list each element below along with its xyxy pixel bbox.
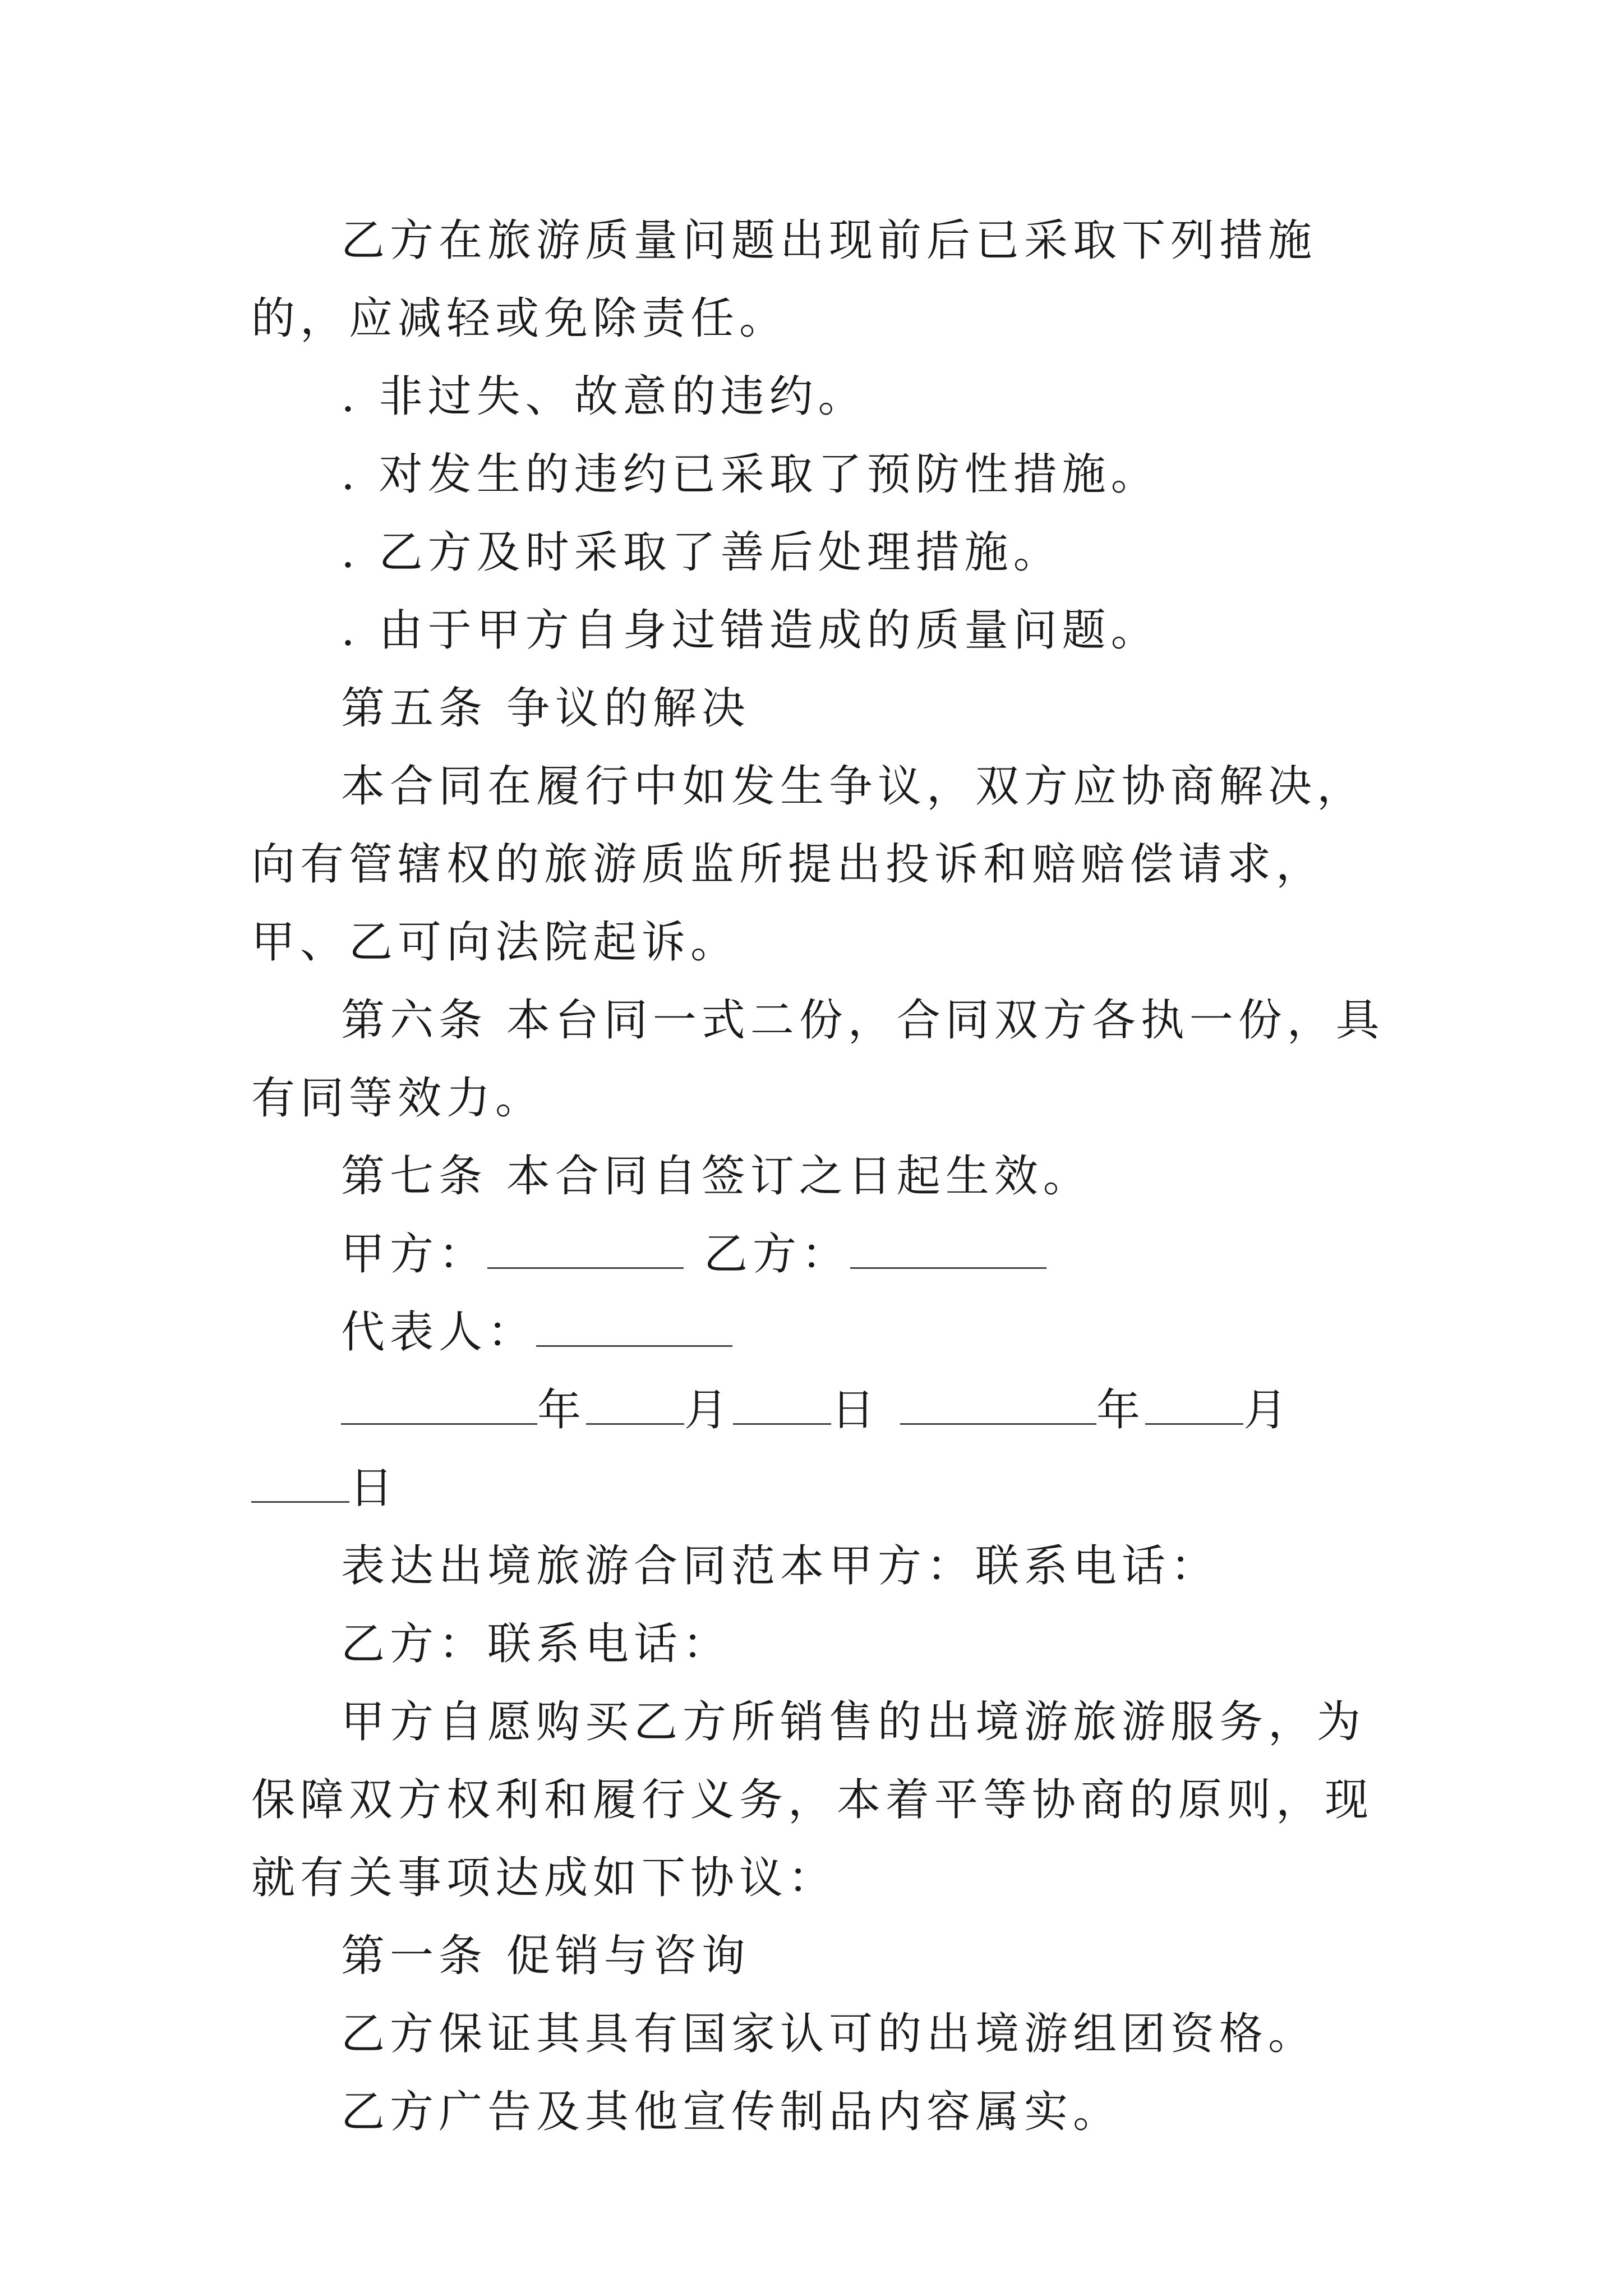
party-b-label: 乙方： (704, 1229, 851, 1280)
paragraph-party-b-contact: 乙方：联系电话： (341, 1619, 732, 1669)
list-item-non-negligence: . 非过失、故意的违约。 (341, 371, 867, 422)
date-b-month-label: 月 (1243, 1385, 1293, 1435)
paragraph-article-6: 第六条 本台同一式二份，合同双方各执一份，具有同等效力。 (251, 995, 1385, 1124)
date-b-month-blank (1145, 1383, 1243, 1425)
paragraph-advertising: 乙方广告及其他宣传制品内容属实。 (341, 2087, 1122, 2137)
party-a-blank (487, 1227, 684, 1269)
party-b-blank (850, 1227, 1046, 1269)
date-line (251, 1372, 1390, 1527)
list-item-preventive-measures: . 对发生的违约已采取了预防性措施。 (341, 449, 1160, 500)
list-item-party-a-fault: . 由于甲方自身过错造成的质量问题。 (341, 605, 1160, 656)
date-a-day-label: 日 (831, 1385, 880, 1435)
list-item-remedial-measures: . 乙方及时采取了善后处理措施。 (341, 527, 1062, 578)
paragraph-liability-reduction: 乙方在旅游质量问题出现前后已采取下列措施的，应减轻或免除责任。 (251, 215, 1317, 344)
date-b-year-label: 年 (1096, 1385, 1146, 1435)
party-a-label: 甲方： (341, 1229, 488, 1280)
representative-label: 代表人： (341, 1307, 537, 1358)
date-a-month-blank (586, 1383, 684, 1425)
representative-blank (536, 1305, 732, 1347)
paragraph-agreement-intro: 甲方自愿购买乙方所销售的出境游旅游服务，为保障双方权利和履行义务，本着平等协商的原则，现就有关事项达成如下协议： (251, 1697, 1374, 1903)
date-b-day-blank (251, 1461, 349, 1503)
date-b-year-blank (900, 1383, 1096, 1425)
date-b-day-label: 日 (349, 1463, 399, 1513)
paragraph-qualification: 乙方保证其具有国家认可的出境游组团资格。 (341, 2009, 1317, 2059)
document-body (251, 202, 1390, 2151)
date-a-year-label: 年 (537, 1385, 587, 1435)
date-a-month-label: 月 (684, 1385, 734, 1435)
paragraph-dispute-resolution: 本合同在履行中如发生争议，双方应协商解决，向有管辖权的旅游质监所提出投诉和赔赔偿请求，甲、乙可向法院起诉。 (251, 761, 1366, 968)
section-heading-article-1: 第一条 促销与咨询 (341, 1931, 750, 1981)
date-a-year-blank (341, 1383, 537, 1425)
signature-line-parties (251, 1216, 1390, 1294)
paragraph-article-7: 第七条 本合同自签订之日起生效。 (341, 1151, 1092, 1202)
paragraph-template-title: 表达出境旅游合同范本甲方：联系电话： (341, 1541, 1220, 1591)
section-heading-article-5: 第五条 争议的解决 (341, 683, 750, 734)
date-a-day-blank (733, 1383, 831, 1425)
signature-line-representative (251, 1294, 1390, 1372)
